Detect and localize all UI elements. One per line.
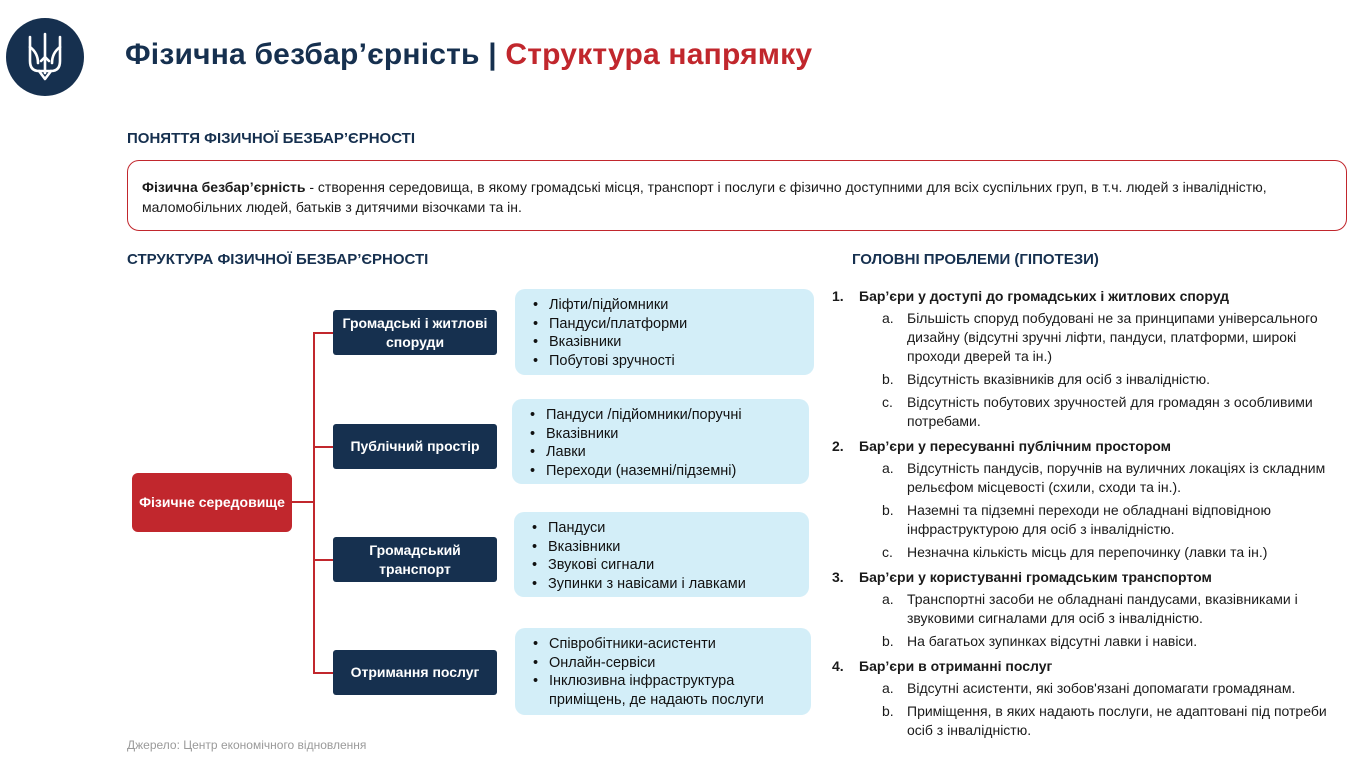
- definition-term: Фізична безбар’єрність: [142, 179, 306, 195]
- branch-node-services: Отримання послуг: [333, 650, 497, 695]
- definition-box: [127, 160, 1347, 231]
- problem-subitem: b. На багатьох зупинках відсутні лавки і навіси.: [882, 633, 1198, 649]
- problem-subitem: a. Транспортні засоби не обладнані пандусами, вказівниками і звуковими сигналами для осіб з інвалідністю.: [882, 591, 1298, 626]
- branch-node-transport: Громадський транспорт: [333, 537, 497, 582]
- page-title: Фізична безбар’єрність | Структура напрямку: [125, 38, 813, 71]
- problem-subitem: b. Приміщення, в яких надають послуги, не адаптовані під потреби осіб з інвалідністю.: [882, 703, 1327, 738]
- problem-subitem: b. Наземні та підземні переходи не обладнані відповідною інфраструктурою для осіб з інвалідністю.: [882, 502, 1271, 537]
- connector-branch-2: [313, 446, 333, 448]
- connector-branch-4: [313, 672, 333, 674]
- leaf-box-transport: [514, 512, 809, 597]
- list-item: • Зупинки з навісами і лавками: [524, 575, 799, 594]
- list-item: • Лавки: [522, 443, 799, 462]
- logo: [6, 18, 84, 96]
- list-item: • Співробітники-асистенти: [525, 635, 801, 654]
- problem-item: 2. Бар’єри у пересуванні публічним простором: [832, 438, 1172, 454]
- connector-root: [292, 501, 314, 503]
- list-item: • Вказівники: [524, 538, 799, 557]
- problem-subitem: c. Незначна кількість місць для перепочинку (лавки та ін.): [882, 544, 1268, 560]
- problem-item: 3. Бар’єри у користуванні громадським транспортом: [832, 569, 1212, 585]
- concept-heading: ПОНЯТТЯ ФІЗИЧНОЇ БЕЗБАР’ЄРНОСТІ: [127, 130, 415, 147]
- definition-text: - створення середовища, в якому громадські місця, транспорт і послуги є фізично доступними для всіх суспільних груп, в т.ч. людей з інвалідністю, маломобільних людей, батьків з дитячими візочками та ін.: [142, 179, 1267, 215]
- list-item: • Онлайн-сервіси: [525, 654, 801, 673]
- structure-heading: СТРУКТУРА ФІЗИЧНОЇ БЕЗБАР’ЄРНОСТІ: [127, 251, 429, 268]
- list-item: • Вказівники: [522, 425, 799, 444]
- connector-trunk: [313, 332, 315, 673]
- root-node: Фізичне середовище: [132, 473, 292, 532]
- problem-item: 4. Бар’єри в отриманні послуг: [832, 658, 1053, 674]
- list-item: • Побутові зручності: [525, 352, 804, 371]
- list-item: • Пандуси/платформи: [525, 315, 804, 334]
- list-item: • Пандуси: [524, 519, 799, 538]
- branch-node-buildings: Громадські і житлові споруди: [333, 310, 497, 355]
- problem-subitem: a. Відсутні асистенти, які зобов'язані допомагати громадянам.: [882, 680, 1296, 696]
- source-note: Джерело: Центр економічного відновлення: [127, 738, 367, 752]
- problems-list: [832, 287, 1347, 744]
- problem-subitem: a. Більшість споруд побудовані не за принципами універсального дизайну (відсутні зручні ліфти, пандуси, платформи, широкі проходи дверей та ін.): [882, 310, 1318, 364]
- problem-subitem: c. Відсутність побутових зручностей для громадян з особливими потребами.: [882, 394, 1313, 429]
- leaf-box-buildings: [515, 289, 814, 375]
- problem-item: 1. Бар’єри у доступі до громадських і житлових споруд: [832, 288, 1230, 304]
- list-item: • Ліфти/підйомники: [525, 296, 804, 315]
- connector-branch-1: [313, 332, 333, 334]
- leaf-box-services: [515, 628, 811, 715]
- list-item: • Звукові сигнали: [524, 556, 799, 575]
- list-item: • Переходи (наземні/підземні): [522, 462, 799, 481]
- trident-icon: [25, 31, 65, 83]
- problems-heading: ГОЛОВНІ ПРОБЛЕМИ (ГІПОТЕЗИ): [852, 251, 1099, 268]
- problem-subitem: b. Відсутність вказівників для осіб з інвалідністю.: [882, 371, 1210, 387]
- branch-node-public-space: Публічний простір: [333, 424, 497, 469]
- list-item: • Пандуси /підйомники/поручні: [522, 406, 799, 425]
- connector-branch-3: [313, 559, 333, 561]
- problem-subitem: a. Відсутність пандусів, поручнів на вуличних локаціях із складним рельєфом місцевості (схили, сходи та ін.).: [882, 460, 1326, 495]
- leaf-box-public-space: [512, 399, 809, 484]
- list-item: • Вказівники: [525, 333, 804, 352]
- list-item: • Інклюзивна інфраструктура приміщень, де надають послуги: [525, 672, 801, 709]
